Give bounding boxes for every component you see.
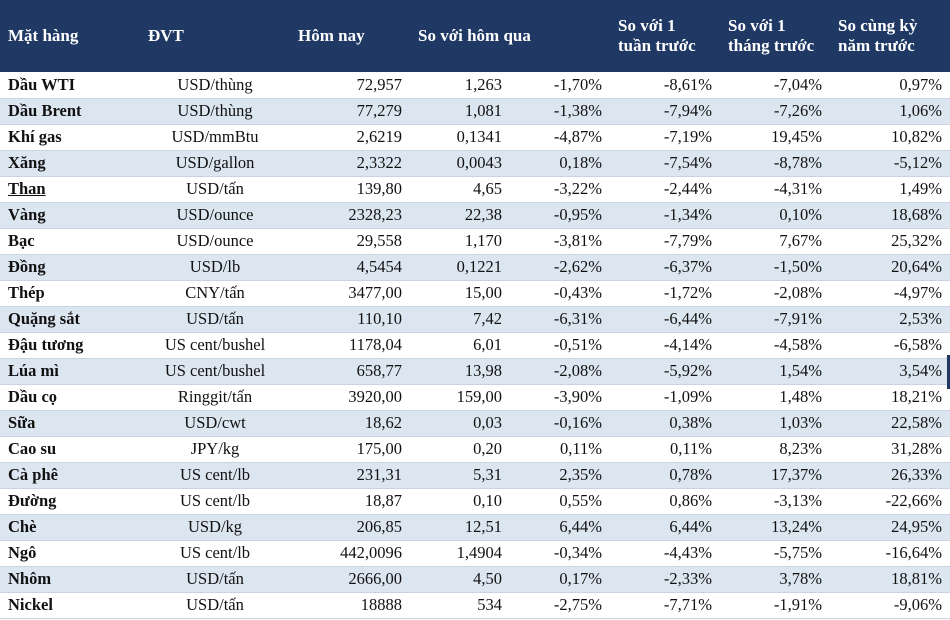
cell-unit: USD/cwt — [140, 410, 290, 436]
table-row — [0, 72, 950, 98]
column-header-vs-year: So cùng kỳ năm trước — [830, 0, 950, 72]
cell-change-percent: -6,31% — [510, 306, 610, 332]
cell-today-price: 206,85 — [290, 514, 410, 540]
cell-change-absolute: 15,00 — [410, 280, 510, 306]
cell-unit: USD/tấn — [140, 592, 290, 618]
cell-change-week: -1,34% — [610, 202, 720, 228]
cell-change-year: -16,64% — [830, 540, 950, 566]
cell-change-year: 2,53% — [830, 306, 950, 332]
cell-today-price: 18888 — [290, 592, 410, 618]
cell-change-year: 18,68% — [830, 202, 950, 228]
table-row — [0, 332, 950, 358]
cell-commodity-name: Nhôm — [0, 566, 140, 592]
cell-unit: US cent/lb — [140, 540, 290, 566]
cell-change-absolute: 1,081 — [410, 98, 510, 124]
cell-change-percent: -2,75% — [510, 592, 610, 618]
cell-unit: USD/tấn — [140, 306, 290, 332]
cell-change-absolute: 0,0043 — [410, 150, 510, 176]
cell-change-percent: -4,87% — [510, 124, 610, 150]
cell-change-week: -1,09% — [610, 384, 720, 410]
table-row — [0, 358, 950, 384]
cell-change-percent: -3,90% — [510, 384, 610, 410]
cell-commodity-name: Dầu Brent — [0, 98, 140, 124]
cell-change-absolute: 0,1221 — [410, 254, 510, 280]
cell-change-week: -6,44% — [610, 306, 720, 332]
table-row — [0, 436, 950, 462]
cell-change-absolute: 4,50 — [410, 566, 510, 592]
column-header-vs-week: So với 1 tuần trước — [610, 0, 720, 72]
table-row — [0, 462, 950, 488]
cell-change-year: -6,58% — [830, 332, 950, 358]
cell-today-price: 2,3322 — [290, 150, 410, 176]
cell-change-year: 18,81% — [830, 566, 950, 592]
cell-change-year: 18,21% — [830, 384, 950, 410]
cell-unit: USD/thùng — [140, 72, 290, 98]
cell-change-year: 1,06% — [830, 98, 950, 124]
cell-change-percent: 0,17% — [510, 566, 610, 592]
cell-change-absolute: 7,42 — [410, 306, 510, 332]
cell-change-month: 8,23% — [720, 436, 830, 462]
cell-change-month: 1,54% — [720, 358, 830, 384]
cell-change-week: -7,94% — [610, 98, 720, 124]
table-row — [0, 306, 950, 332]
cell-change-week: -7,19% — [610, 124, 720, 150]
cell-change-month: -3,13% — [720, 488, 830, 514]
cell-change-percent: -0,51% — [510, 332, 610, 358]
cell-change-year: 22,58% — [830, 410, 950, 436]
cell-change-week: 0,38% — [610, 410, 720, 436]
cell-today-price: 658,77 — [290, 358, 410, 384]
cell-change-absolute: 0,10 — [410, 488, 510, 514]
cell-change-year: 3,54% — [830, 358, 950, 384]
cell-change-week: -4,43% — [610, 540, 720, 566]
cell-change-year: 26,33% — [830, 462, 950, 488]
table-row — [0, 566, 950, 592]
cell-change-week: -1,72% — [610, 280, 720, 306]
cell-commodity-name: Xăng — [0, 150, 140, 176]
cell-commodity-name: Sữa — [0, 410, 140, 436]
cell-commodity-name: Vàng — [0, 202, 140, 228]
cell-today-price: 18,62 — [290, 410, 410, 436]
cell-change-absolute: 22,38 — [410, 202, 510, 228]
cell-change-week: -7,54% — [610, 150, 720, 176]
cell-unit: USD/ounce — [140, 228, 290, 254]
cell-change-percent: -3,22% — [510, 176, 610, 202]
table-row — [0, 410, 950, 436]
table-row — [0, 98, 950, 124]
cell-change-percent: -2,62% — [510, 254, 610, 280]
cell-commodity-name: Cao su — [0, 436, 140, 462]
cell-change-percent: -3,81% — [510, 228, 610, 254]
cell-unit: Ringgit/tấn — [140, 384, 290, 410]
cell-today-price: 231,31 — [290, 462, 410, 488]
cell-change-absolute: 1,263 — [410, 72, 510, 98]
cell-change-month: 1,48% — [720, 384, 830, 410]
cell-change-week: 0,78% — [610, 462, 720, 488]
cell-change-month: 13,24% — [720, 514, 830, 540]
cell-unit: US cent/lb — [140, 488, 290, 514]
cell-change-month: 7,67% — [720, 228, 830, 254]
cell-today-price: 3477,00 — [290, 280, 410, 306]
cell-unit: US cent/bushel — [140, 358, 290, 384]
cell-today-price: 175,00 — [290, 436, 410, 462]
column-header-name: Mặt hàng — [0, 0, 140, 72]
cell-change-percent: 6,44% — [510, 514, 610, 540]
cell-change-month: -7,26% — [720, 98, 830, 124]
cell-unit: US cent/bushel — [140, 332, 290, 358]
cell-change-year: -9,06% — [830, 592, 950, 618]
cell-unit: USD/lb — [140, 254, 290, 280]
table-row — [0, 540, 950, 566]
cell-change-percent: -0,34% — [510, 540, 610, 566]
cell-change-month: -1,91% — [720, 592, 830, 618]
cell-today-price: 2328,23 — [290, 202, 410, 228]
cell-change-month: -8,78% — [720, 150, 830, 176]
cell-today-price: 2666,00 — [290, 566, 410, 592]
cell-change-percent: -1,70% — [510, 72, 610, 98]
table-row — [0, 488, 950, 514]
cell-change-absolute: 0,03 — [410, 410, 510, 436]
cell-change-month: -4,31% — [720, 176, 830, 202]
table-row — [0, 592, 950, 618]
cell-today-price: 4,5454 — [290, 254, 410, 280]
cell-change-year: 10,82% — [830, 124, 950, 150]
cell-change-week: -4,14% — [610, 332, 720, 358]
cell-change-year: 31,28% — [830, 436, 950, 462]
column-header-vs-month: So với 1 tháng trước — [720, 0, 830, 72]
cell-change-year: 24,95% — [830, 514, 950, 540]
cell-today-price: 442,0096 — [290, 540, 410, 566]
cell-commodity-name: Lúa mì — [0, 358, 140, 384]
cell-commodity-name: Bạc — [0, 228, 140, 254]
cell-change-month: 19,45% — [720, 124, 830, 150]
cell-change-year: 0,97% — [830, 72, 950, 98]
cell-change-month: -1,50% — [720, 254, 830, 280]
cell-change-year: -5,12% — [830, 150, 950, 176]
cell-today-price: 29,558 — [290, 228, 410, 254]
cell-change-week: -6,37% — [610, 254, 720, 280]
table-row — [0, 176, 950, 202]
cell-unit: JPY/kg — [140, 436, 290, 462]
cell-change-month: -5,75% — [720, 540, 830, 566]
cell-change-month: -7,04% — [720, 72, 830, 98]
cell-unit: USD/tấn — [140, 176, 290, 202]
cell-change-absolute: 4,65 — [410, 176, 510, 202]
cell-today-price: 139,80 — [290, 176, 410, 202]
cell-unit: USD/gallon — [140, 150, 290, 176]
cell-today-price: 72,957 — [290, 72, 410, 98]
cell-change-month: 17,37% — [720, 462, 830, 488]
cell-change-year: 20,64% — [830, 254, 950, 280]
cell-change-percent: 0,18% — [510, 150, 610, 176]
cell-change-month: -4,58% — [720, 332, 830, 358]
cell-change-month: 3,78% — [720, 566, 830, 592]
cell-change-week: -2,44% — [610, 176, 720, 202]
cell-today-price: 3920,00 — [290, 384, 410, 410]
cell-commodity-name: Than — [0, 176, 140, 202]
cell-change-absolute: 0,20 — [410, 436, 510, 462]
cell-commodity-name: Dầu cọ — [0, 384, 140, 410]
table-row — [0, 384, 950, 410]
cell-change-year: -22,66% — [830, 488, 950, 514]
cell-commodity-name: Đường — [0, 488, 140, 514]
table-row — [0, 514, 950, 540]
column-header-unit: ĐVT — [140, 0, 290, 72]
cell-change-percent: 0,55% — [510, 488, 610, 514]
cell-unit: USD/thùng — [140, 98, 290, 124]
table-row — [0, 150, 950, 176]
cell-change-week: -2,33% — [610, 566, 720, 592]
cell-commodity-name: Thép — [0, 280, 140, 306]
table-header — [0, 0, 950, 72]
cell-change-year: 1,49% — [830, 176, 950, 202]
table-row — [0, 254, 950, 280]
cell-change-absolute: 12,51 — [410, 514, 510, 540]
cell-today-price: 110,10 — [290, 306, 410, 332]
cell-change-percent: -2,08% — [510, 358, 610, 384]
cell-change-month: 0,10% — [720, 202, 830, 228]
cell-commodity-name: Quặng sắt — [0, 306, 140, 332]
cell-unit: US cent/lb — [140, 462, 290, 488]
cell-change-week: 0,11% — [610, 436, 720, 462]
column-header-today: Hôm nay — [290, 0, 410, 72]
table-body — [0, 72, 950, 618]
cell-commodity-name: Dầu WTI — [0, 72, 140, 98]
cell-today-price: 18,87 — [290, 488, 410, 514]
cell-change-year: 25,32% — [830, 228, 950, 254]
cell-change-week: -7,71% — [610, 592, 720, 618]
cell-change-week: 0,86% — [610, 488, 720, 514]
cell-change-percent: -0,43% — [510, 280, 610, 306]
cell-change-week: -8,61% — [610, 72, 720, 98]
table-row — [0, 202, 950, 228]
cell-unit: USD/mmBtu — [140, 124, 290, 150]
cell-change-absolute: 1,4904 — [410, 540, 510, 566]
cell-change-absolute: 534 — [410, 592, 510, 618]
table-row — [0, 124, 950, 150]
cell-today-price: 2,6219 — [290, 124, 410, 150]
header-row — [0, 0, 950, 72]
cell-change-year: -4,97% — [830, 280, 950, 306]
table-row — [0, 280, 950, 306]
cell-commodity-name: Ngô — [0, 540, 140, 566]
table-row — [0, 228, 950, 254]
cell-change-percent: 2,35% — [510, 462, 610, 488]
cell-commodity-name: Nickel — [0, 592, 140, 618]
cell-commodity-name: Khí gas — [0, 124, 140, 150]
cell-change-percent: -0,95% — [510, 202, 610, 228]
cell-unit: USD/kg — [140, 514, 290, 540]
cell-change-percent: -1,38% — [510, 98, 610, 124]
cell-change-absolute: 5,31 — [410, 462, 510, 488]
cell-change-month: -2,08% — [720, 280, 830, 306]
column-header-vs-yesterday: So với hôm qua — [410, 0, 610, 72]
cell-change-absolute: 6,01 — [410, 332, 510, 358]
cell-change-month: 1,03% — [720, 410, 830, 436]
cell-change-month: -7,91% — [720, 306, 830, 332]
cell-today-price: 77,279 — [290, 98, 410, 124]
cell-change-absolute: 0,1341 — [410, 124, 510, 150]
cell-commodity-name: Đậu tương — [0, 332, 140, 358]
cell-commodity-name: Chè — [0, 514, 140, 540]
cell-change-absolute: 1,170 — [410, 228, 510, 254]
cell-change-week: 6,44% — [610, 514, 720, 540]
cell-commodity-name: Đồng — [0, 254, 140, 280]
cell-change-absolute: 159,00 — [410, 384, 510, 410]
cell-change-week: -7,79% — [610, 228, 720, 254]
cell-change-percent: 0,11% — [510, 436, 610, 462]
cell-change-percent: -0,16% — [510, 410, 610, 436]
cell-unit: USD/ounce — [140, 202, 290, 228]
cell-commodity-name: Cà phê — [0, 462, 140, 488]
cell-change-absolute: 13,98 — [410, 358, 510, 384]
cell-unit: USD/tấn — [140, 566, 290, 592]
cell-change-week: -5,92% — [610, 358, 720, 384]
cell-today-price: 1178,04 — [290, 332, 410, 358]
cell-unit: CNY/tấn — [140, 280, 290, 306]
